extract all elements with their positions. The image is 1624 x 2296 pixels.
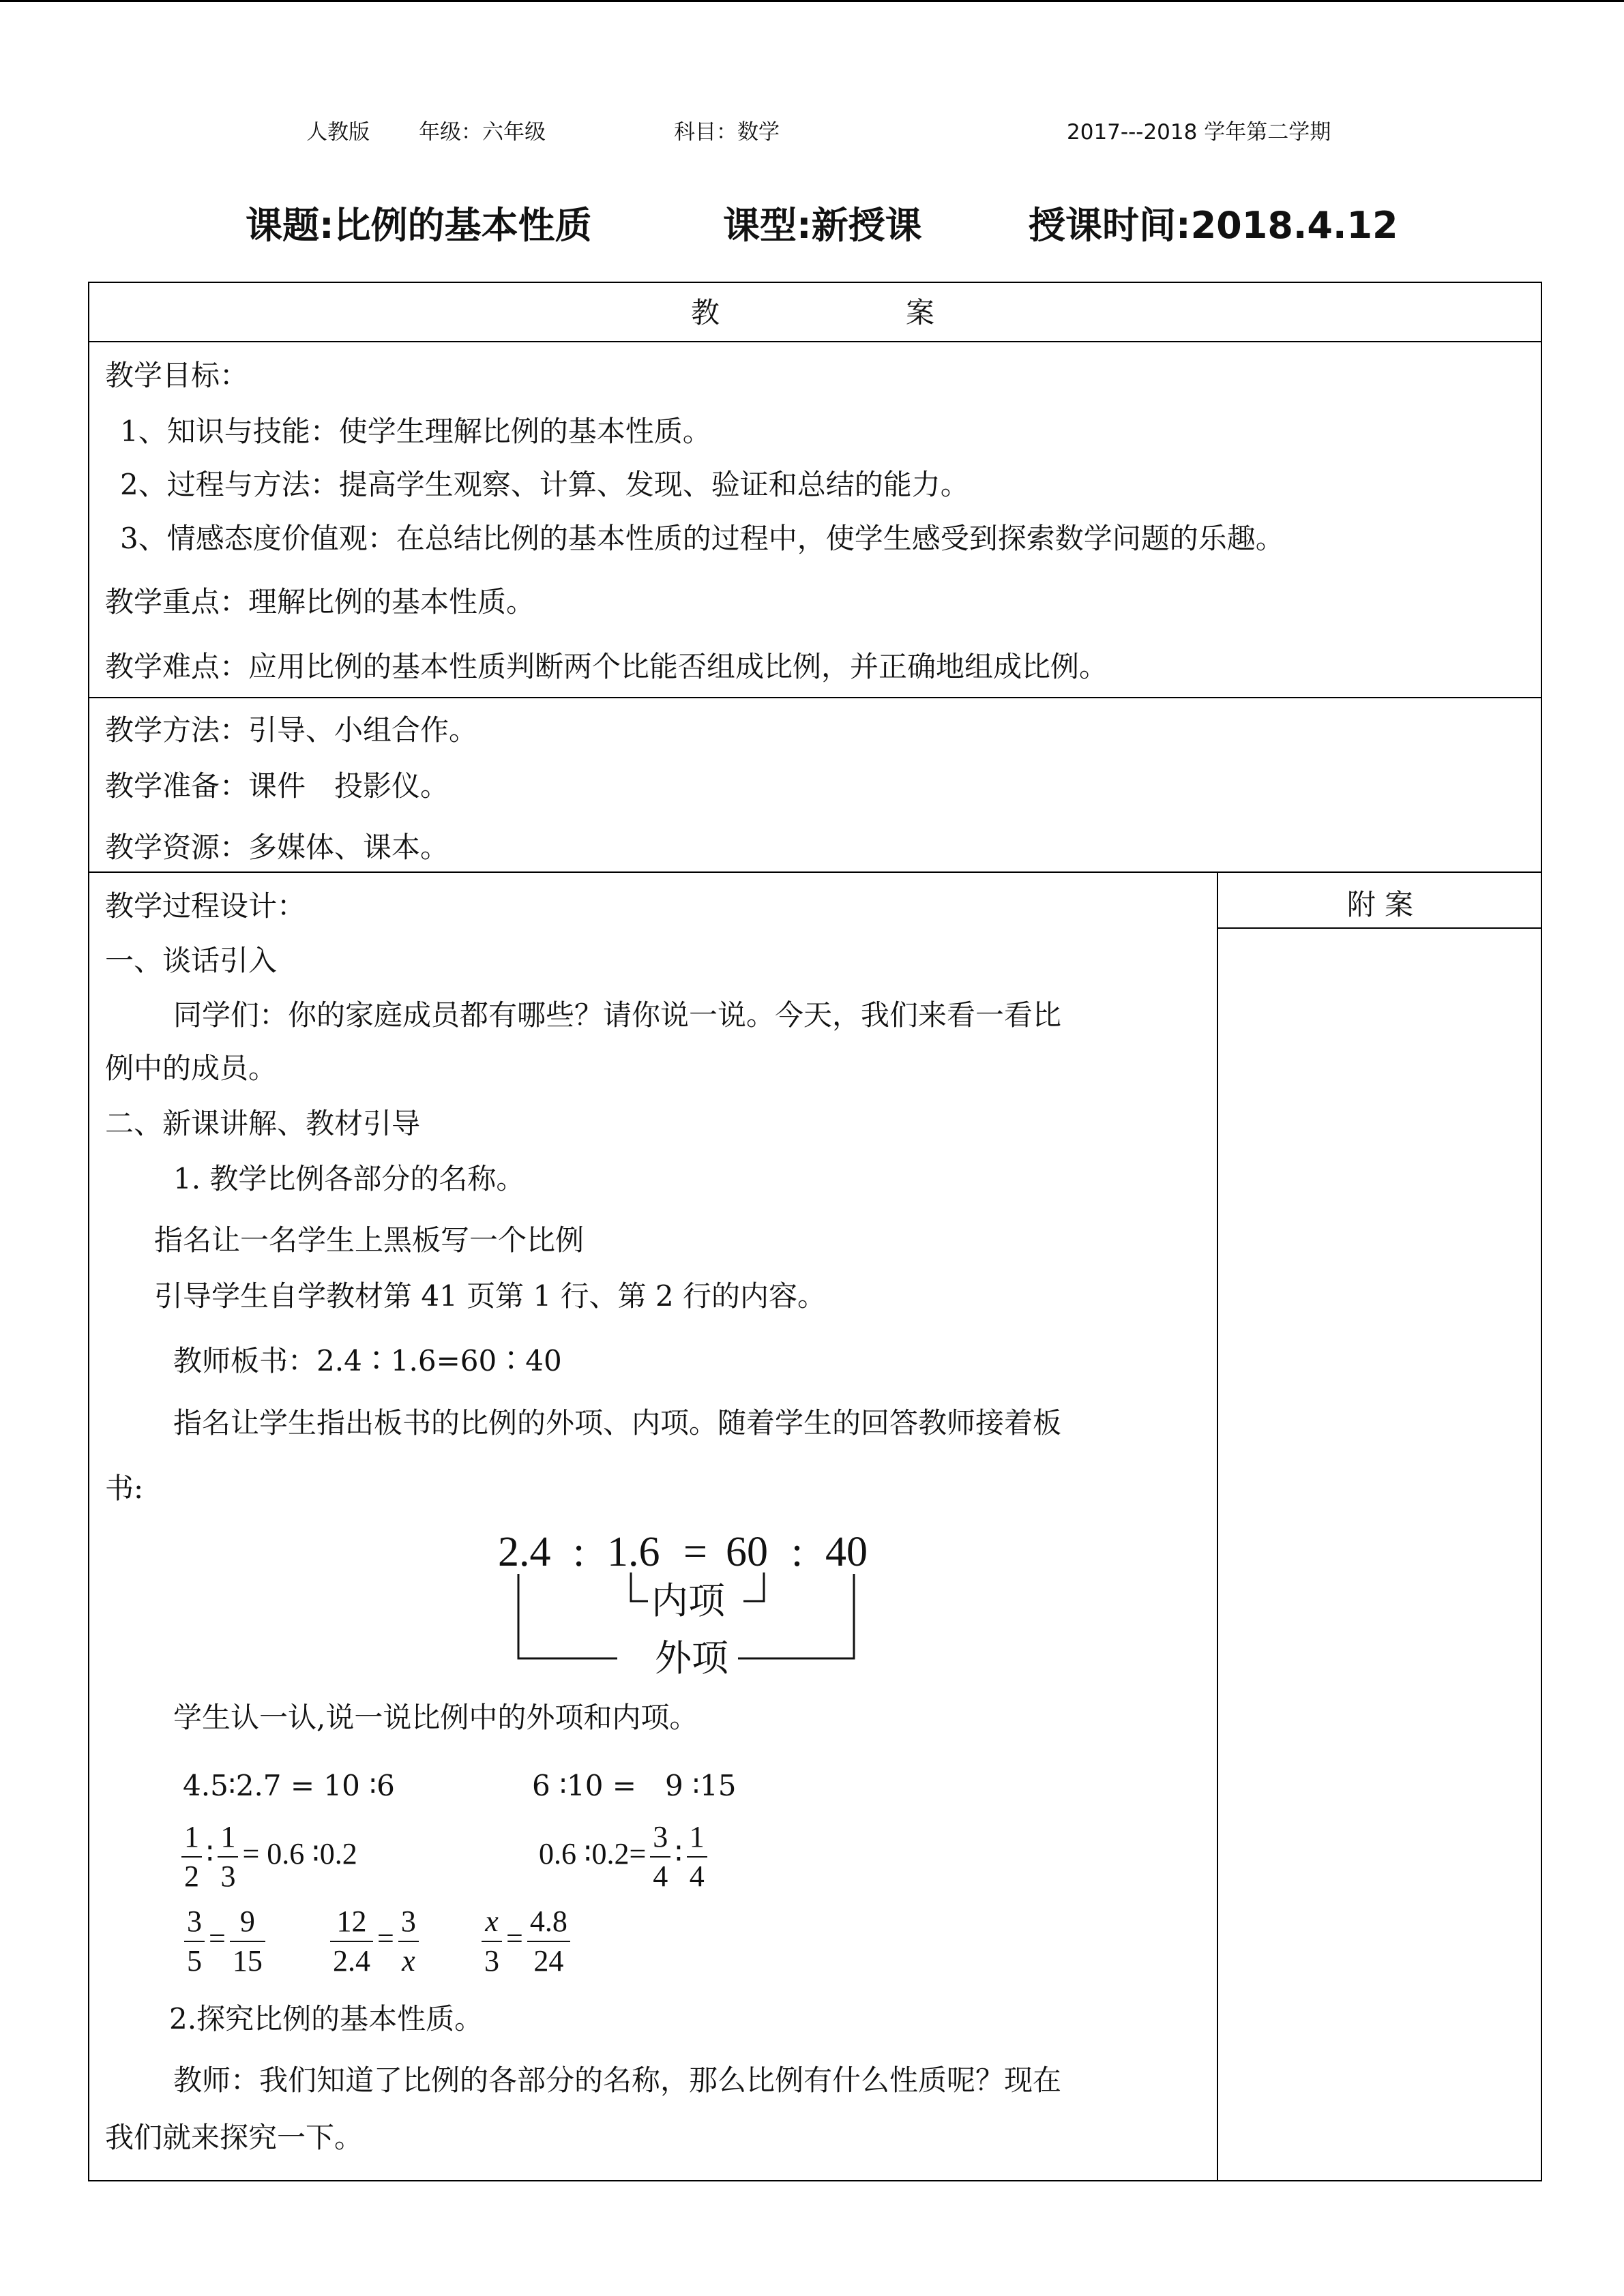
- goal-item: 2、过程与方法：提高学生观察、计算、发现、验证和总结的能力。: [120, 468, 969, 501]
- table-heading-right: 案: [906, 296, 935, 329]
- fraction: $\frac{4.8}{24}$: [527, 1907, 570, 1976]
- publisher-label: 人教版: [306, 120, 370, 145]
- diagram-term-c: 60: [726, 1529, 768, 1575]
- exercise-proportion: $\frac{3}{5}$ = $\frac{9}{15}$: [180, 1907, 269, 1976]
- diagram-equals: =: [683, 1529, 707, 1575]
- lesson-topic: 课题:比例的基本性质: [246, 204, 592, 247]
- goal-item: 1、知识与技能：使学生理解比例的基本性质。: [120, 415, 711, 448]
- proportion-terms-diagram: [491, 1525, 900, 1682]
- outer-terms-label: 外项: [655, 1637, 728, 1680]
- column-divider: [1217, 871, 1218, 2181]
- fraction: $\frac{12}{2.4}$: [330, 1907, 373, 1976]
- lesson-type: 课型:新授课: [723, 204, 922, 247]
- paragraph-line: 指名让学生指出板书的比例的外项、内项。随着学生的回答教师接着板: [173, 1406, 1062, 1440]
- outer-bracket-left: [518, 1574, 617, 1658]
- exercise-proportion: 4.5∶2.7 = 10 ∶6: [183, 1769, 395, 1802]
- fraction: $\frac{1}{4}$: [687, 1822, 707, 1892]
- fraction: $\frac{1}{2}$: [181, 1822, 202, 1892]
- fraction: $\frac{1}{3}$: [218, 1822, 238, 1892]
- process-label: 教学过程设计：: [105, 889, 306, 923]
- sub-item: 1. 教学比例各部分的名称。: [173, 1162, 525, 1195]
- difficulty: 教学难点：应用比例的基本性质判断两个比能否组成比例，并正确地组成比例。: [105, 650, 1108, 683]
- paragraph-line: 同学们：你的家庭成员都有哪些？请你说一说。今天，我们来看一看比: [173, 998, 1062, 1032]
- exercise-proportion: $\frac{x}{3}$ = $\frac{4.8}{24}$: [477, 1907, 574, 1976]
- paragraph-line: 教师：我们知道了比例的各部分的名称，那么比例有什么性质呢？现在: [173, 2063, 1062, 2097]
- table-heading-left: 教: [691, 296, 720, 329]
- paragraph-line: 指名让一名学生上黑板写一个比例: [154, 1223, 585, 1257]
- paragraph-line: 学生认一认,说一说比例中的外项和内项。: [173, 1701, 698, 1734]
- row-divider: [88, 341, 1542, 342]
- inner-bracket-right: [743, 1572, 764, 1601]
- diagram-term-d: 40: [825, 1529, 868, 1575]
- lesson-time: 授课时间:2018.4.12: [1029, 204, 1398, 247]
- paragraph-line: 例中的成员。: [105, 1052, 278, 1085]
- section-heading: 二、新课讲解、教材引导: [105, 1107, 421, 1140]
- fraction: $\frac{x}{3}$: [482, 1907, 502, 1976]
- term-label: 2017---2018 学年第二学期: [1067, 120, 1331, 145]
- row-divider: [88, 871, 1542, 873]
- diagram-term-a: 2.4: [498, 1529, 551, 1575]
- key-point: 教学重点：理解比例的基本性质。: [105, 585, 535, 618]
- paragraph-line: 我们就来探究一下。: [105, 2121, 364, 2154]
- appendix-header: 附 案: [1346, 888, 1414, 921]
- subject-label: 科目：数学: [674, 120, 780, 145]
- outer-bracket-right: [738, 1574, 854, 1658]
- teaching-preparation: 教学准备：课件 投影仪。: [105, 769, 449, 803]
- grade-label: 年级：六年级: [419, 120, 546, 145]
- inner-bracket-left: [631, 1572, 648, 1601]
- inner-terms-label: 内项: [651, 1579, 725, 1622]
- sub-item: 2.探究比例的基本性质。: [169, 2002, 484, 2036]
- diagram-term-b: 1.6: [607, 1529, 660, 1575]
- fraction: $\frac{3}{x}$: [398, 1907, 419, 1976]
- board-writing: 教师板书：2.4∶1.6=60∶40: [173, 1344, 562, 1377]
- fraction: $\frac{3}{4}$: [650, 1822, 670, 1892]
- top-border: [0, 0, 1624, 2]
- goals-label: 教学目标：: [105, 359, 249, 392]
- exercise-proportion: 6 ∶10 = 9 ∶15: [532, 1769, 737, 1802]
- section-heading: 一、谈话引入: [105, 944, 278, 977]
- exercise-proportion: $\frac{12}{2.4}$ = $\frac{3}{x}$: [326, 1907, 423, 1976]
- teaching-method: 教学方法：引导、小组合作。: [105, 713, 478, 747]
- row-divider: [88, 697, 1542, 698]
- fraction: $\frac{3}{5}$: [184, 1907, 205, 1976]
- paragraph-line: 书:: [105, 1472, 144, 1505]
- exercise-proportion: $\frac{1}{2}$ ∶ $\frac{1}{3}$ = 0.6 ∶0.2: [177, 1822, 357, 1892]
- paragraph-line: 引导学生自学教材第 41 页第 1 行、第 2 行的内容。: [154, 1279, 826, 1313]
- diagram-colon: :: [573, 1529, 585, 1575]
- teaching-resources: 教学资源：多媒体、课本。: [105, 831, 449, 864]
- appendix-divider: [1217, 927, 1542, 929]
- diagram-colon: :: [791, 1529, 803, 1575]
- exercise-proportion: 0.6 ∶0.2= $\frac{3}{4}$ ∶ $\frac{1}{4}$: [539, 1822, 711, 1892]
- goal-item: 3、情感态度价值观：在总结比例的基本性质的过程中，使学生感受到探索数学问题的乐趣。: [120, 522, 1284, 555]
- fraction: $\frac{9}{15}$: [230, 1907, 265, 1976]
